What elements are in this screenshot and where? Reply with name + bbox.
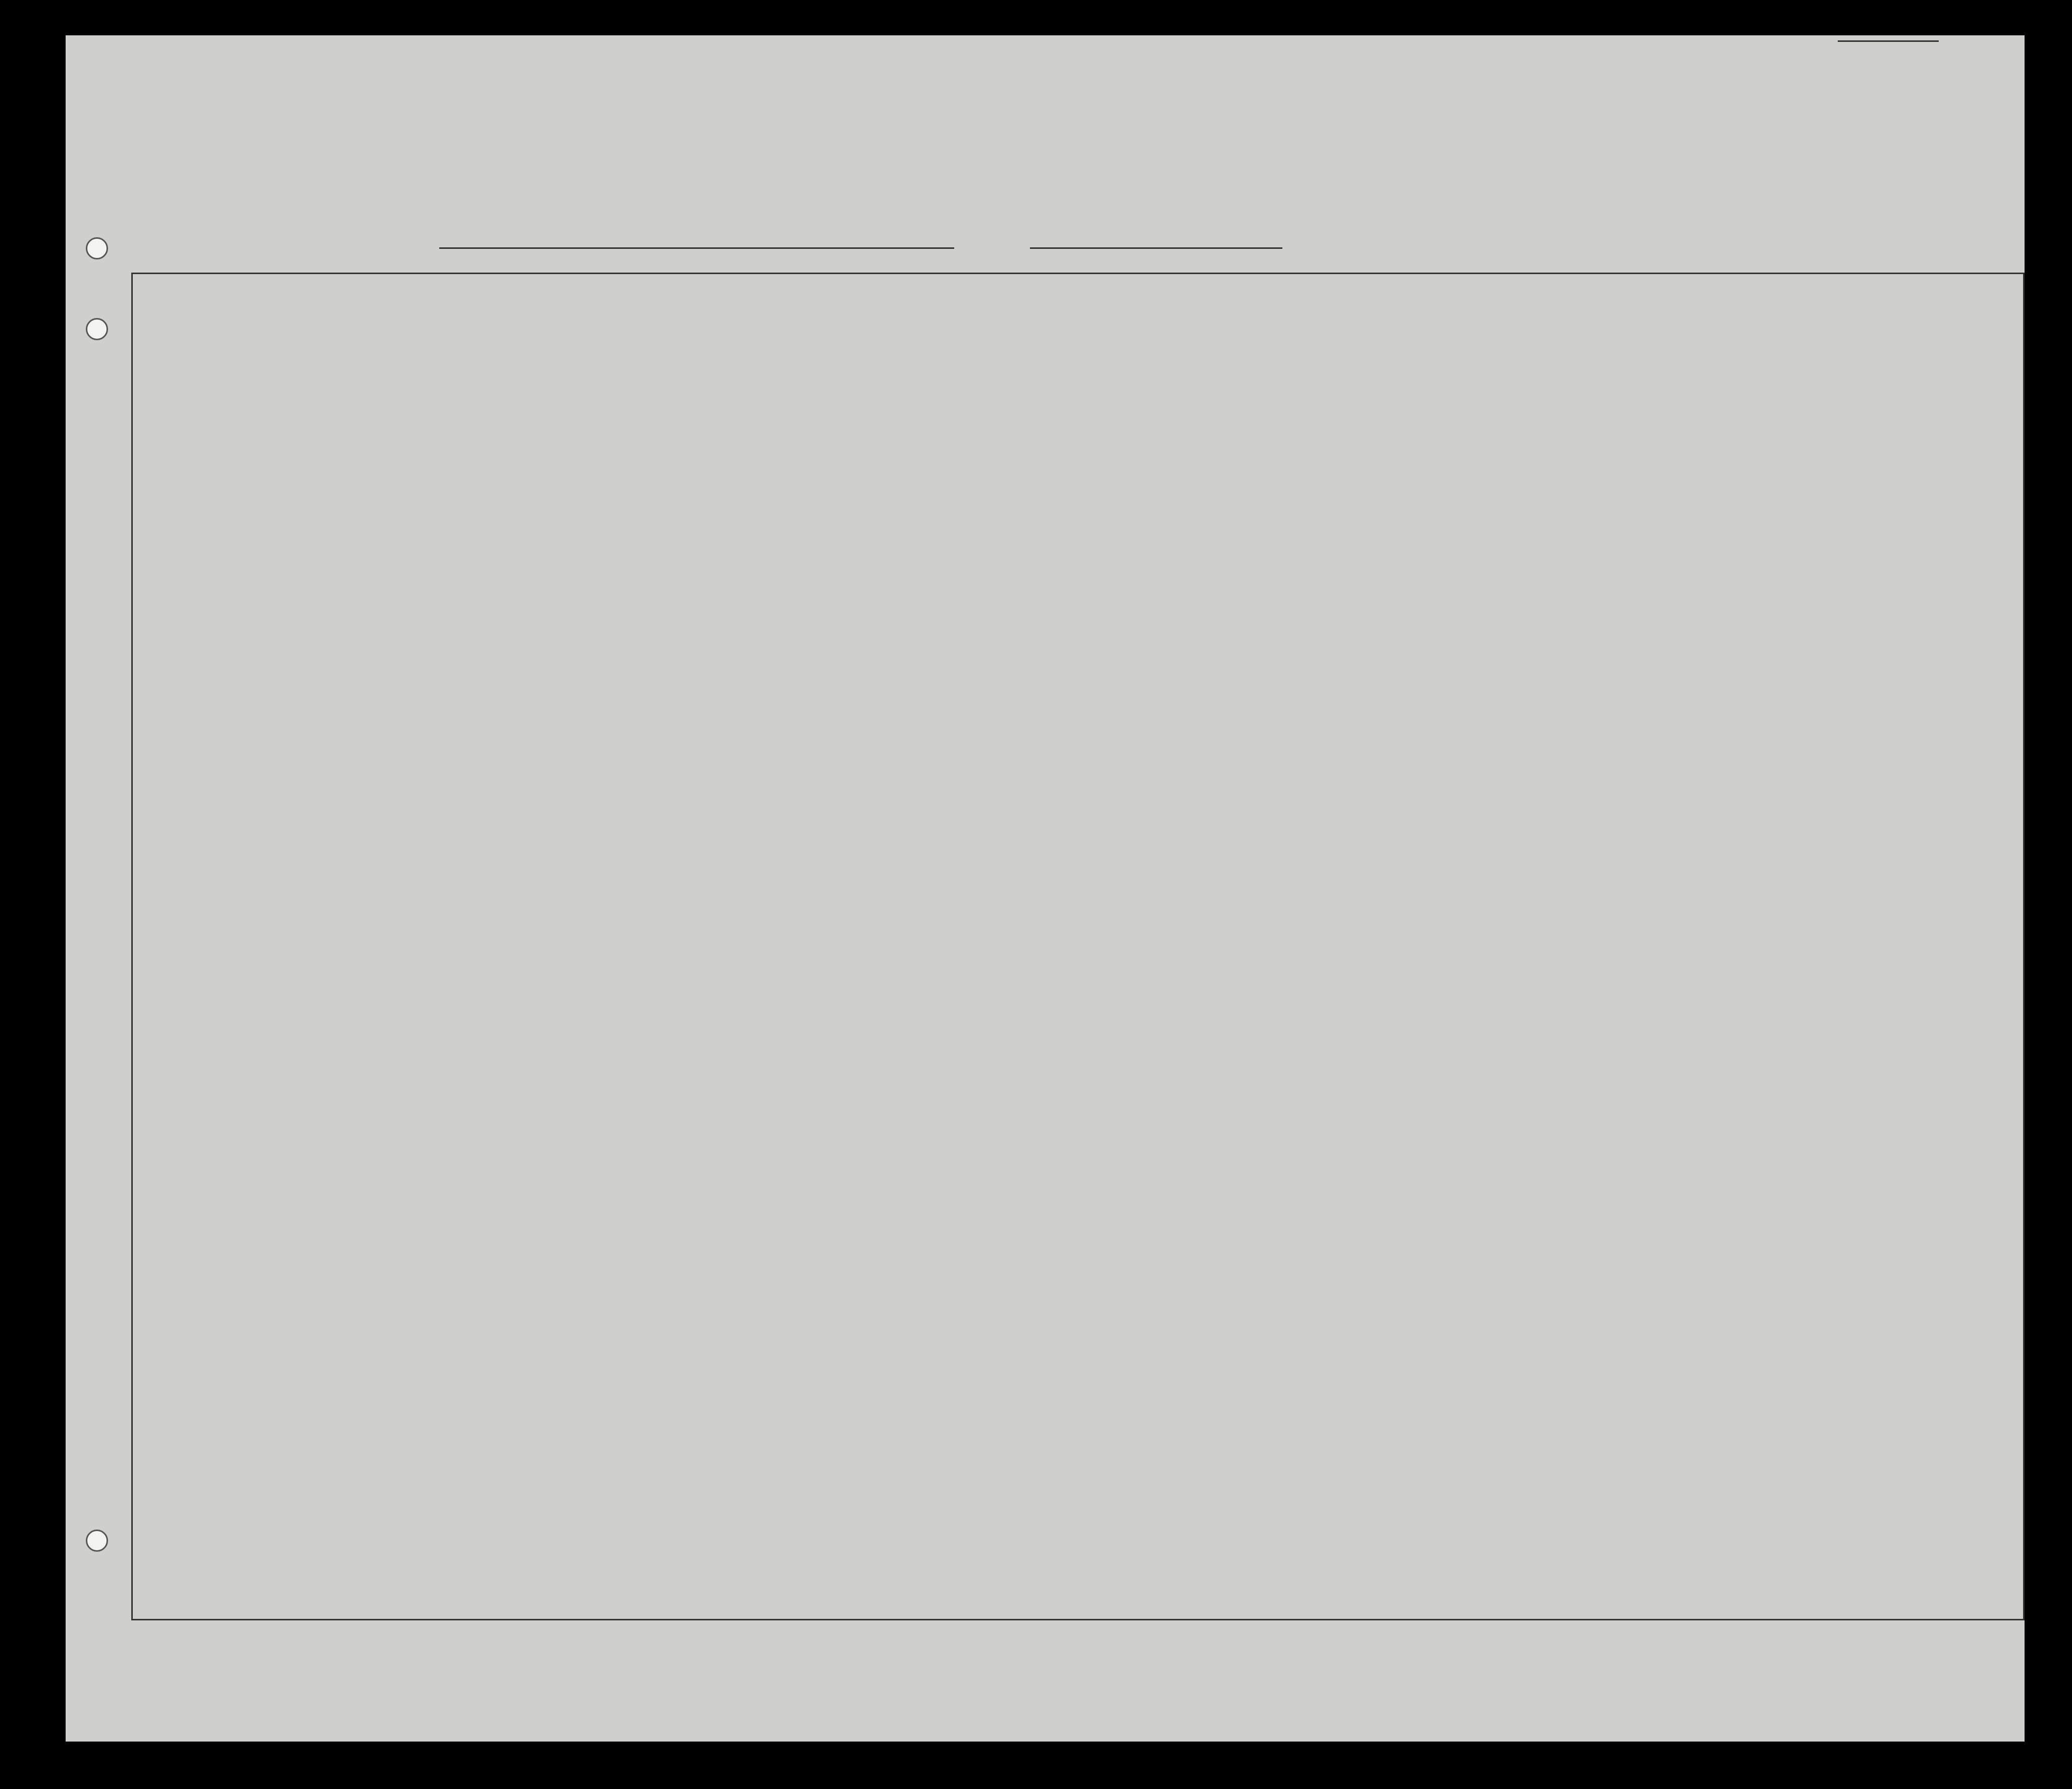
shipping-line-info [1515,1653,1535,1683]
port-underline [439,247,954,249]
binder-hole-icon [86,1530,108,1552]
manifest-header [66,35,2025,252]
manifest-sheet [66,35,2025,1742]
line-row [1515,1653,1535,1683]
manifest-table [131,273,2025,1620]
list-number [1838,40,1939,42]
date-underline [1030,247,1282,249]
arrival-line [131,222,702,259]
binder-hole-icon [86,318,108,340]
